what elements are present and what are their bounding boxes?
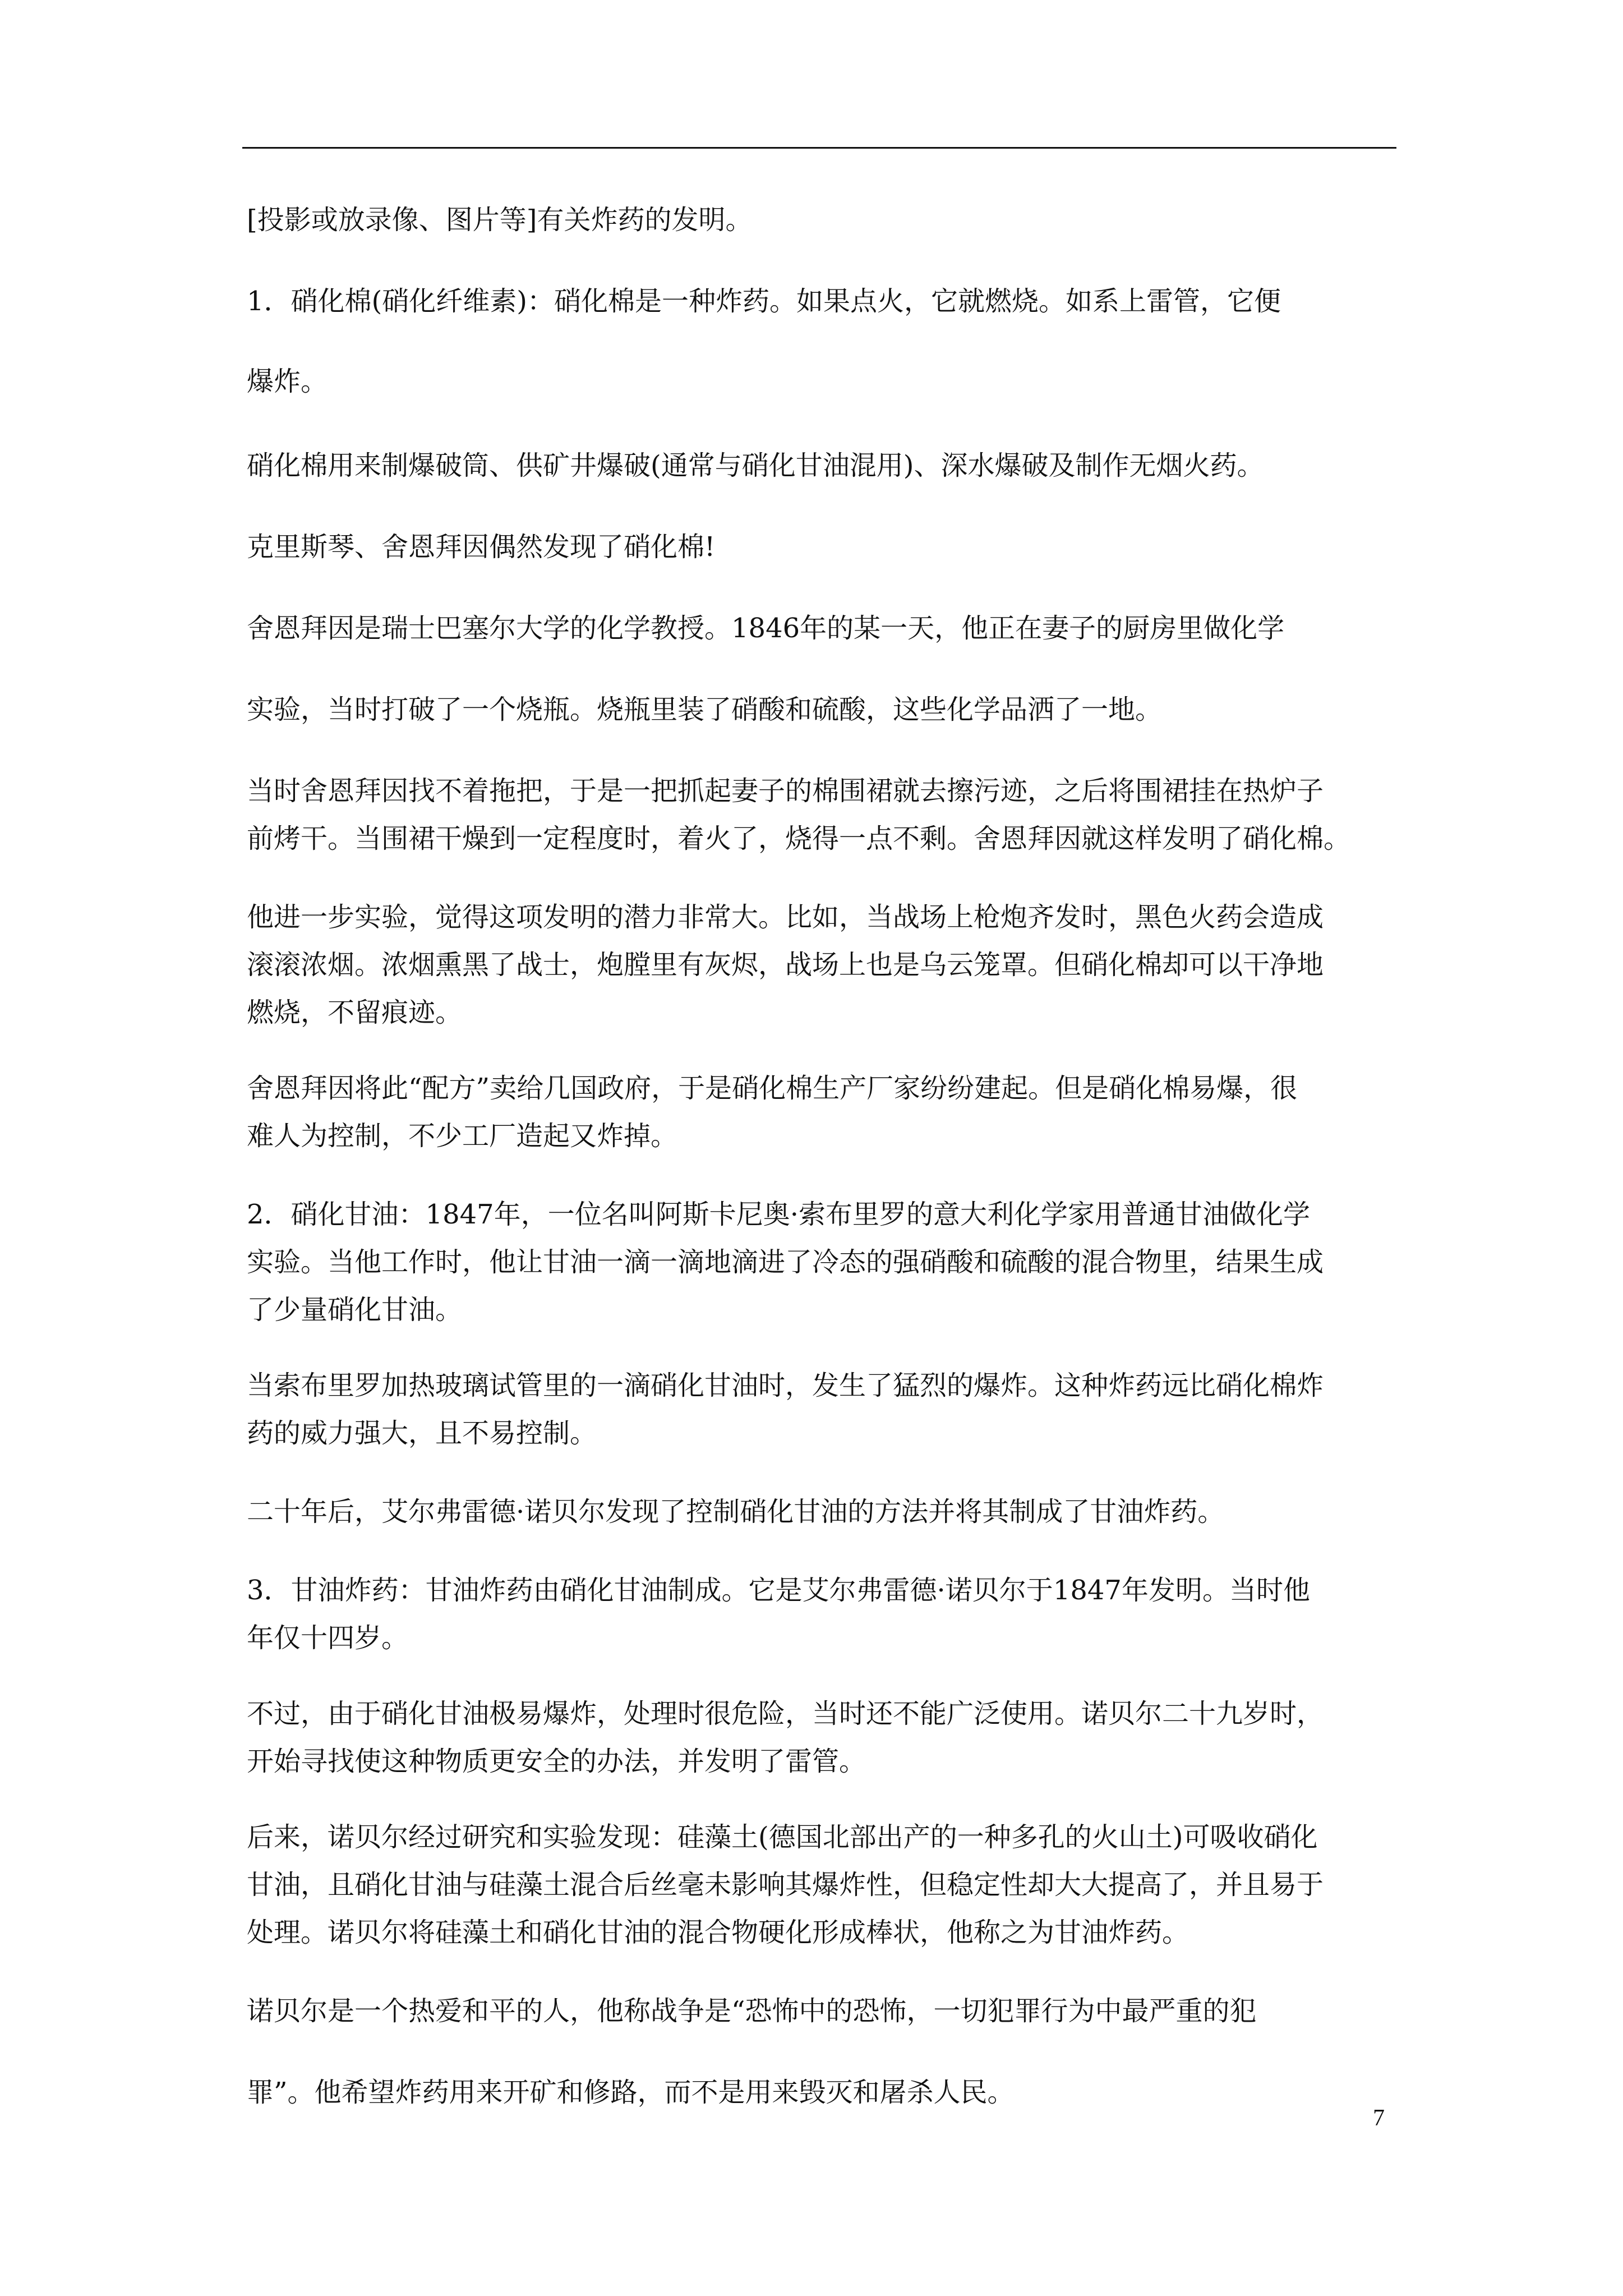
text-line: 当索布里罗加热玻璃试管里的一滴硝化甘油时，发生了猛烈的爆炸。这种炸药远比硝化棉炸 (247, 1370, 1324, 1401)
text-line: 1．硝化棉(硝化纤维素)：硝化棉是一种炸药。如果点火，它就燃烧。如系上雷管，它便 (247, 286, 1281, 317)
text-line: 后来，诺贝尔经过研究和实验发现：硅藻土(德国北部出产的一种多孔的火山土)可吸收硝化 (247, 1821, 1318, 1853)
text-line: 2．硝化甘油：1847年，一位名叫阿斯卡尼奥·索布里罗的意大利化学家用普通甘油做化学 (247, 1199, 1310, 1230)
text-line: [投影或放录像、图片等]有关炸药的发明。 (247, 204, 753, 236)
page-number: 7 (1373, 2105, 1385, 2131)
text-line: 实验。当他工作时，他让甘油一滴一滴地滴进了冷态的强硝酸和硫酸的混合物里，结果生成 (247, 1246, 1324, 1278)
text-line: 滚滚浓烟。浓烟熏黑了战士，炮膛里有灰烬，战场上也是乌云笼罩。但硝化棉却可以干净地 (247, 949, 1324, 981)
text-line: 当时舍恩拜因找不着拖把，于是一把抓起妻子的棉围裙就去擦污迹，之后将围裙挂在热炉子 (247, 775, 1324, 807)
text-line: 前烤干。当围裙干燥到一定程度时，着火了，烧得一点不剩。舍恩拜因就这样发明了硝化棉。 (247, 823, 1351, 854)
text-line: 甘油，且硝化甘油与硅藻土混合后丝毫未影响其爆炸性，但稳定性却大大提高了，并且易于 (247, 1869, 1324, 1901)
text-line: 难人为控制，不少工厂造起又炸掉。 (247, 1120, 678, 1152)
text-line: 罪”。他希望炸药用来开矿和修路，而不是用来毁灭和屠杀人民。 (247, 2077, 1015, 2108)
header-rule (242, 147, 1396, 149)
text-line: 不过，由于硝化甘油极易爆炸，处理时很危险，当时还不能广泛使用。诺贝尔二十九岁时， (247, 1698, 1324, 1729)
text-line: 实验，当时打破了一个烧瓶。烧瓶里装了硝酸和硫酸，这些化学品洒了一地。 (247, 694, 1163, 725)
text-line: 克里斯琴、舍恩拜因偶然发现了硝化棉! (247, 531, 716, 563)
text-line: 硝化棉用来制爆破筒、供矿井爆破(通常与硝化甘油混用)、深水爆破及制作无烟火药。 (247, 450, 1264, 481)
text-line: 药的威力强大，且不易控制。 (247, 1418, 597, 1449)
text-line: 了少量硝化甘油。 (247, 1294, 463, 1326)
text-line: 他进一步实验，觉得这项发明的潜力非常大。比如，当战场上枪炮齐发时，黑色火药会造成 (247, 901, 1324, 933)
text-line: 开始寻找使这种物质更安全的办法，并发明了雷管。 (247, 1746, 866, 1777)
text-line: 舍恩拜因是瑞士巴塞尔大学的化学教授。1846年的某一天，他正在妻子的厨房里做化学 (247, 613, 1285, 644)
text-line: 3．甘油炸药：甘油炸药由硝化甘油制成。它是艾尔弗雷德·诺贝尔于1847年发明。当时他 (247, 1575, 1310, 1606)
text-line: 处理。诺贝尔将硅藻土和硝化甘油的混合物硬化形成棒状，他称之为甘油炸药。 (247, 1917, 1189, 1948)
text-line: 二十年后，艾尔弗雷德·诺贝尔发现了控制硝化甘油的方法并将其制成了甘油炸药。 (247, 1496, 1225, 1527)
text-line: 年仅十四岁。 (247, 1622, 409, 1654)
text-line: 燃烧，不留痕迹。 (247, 997, 463, 1028)
text-line: 舍恩拜因将此“配方”卖给几国政府，于是硝化棉生产厂家纷纷建起。但是硝化棉易爆，很 (247, 1073, 1298, 1104)
text-line: 爆炸。 (247, 366, 328, 397)
text-line: 诺贝尔是一个热爱和平的人，他称战争是“恐怖中的恐怖，一切犯罪行为中最严重的犯 (247, 1995, 1257, 2027)
